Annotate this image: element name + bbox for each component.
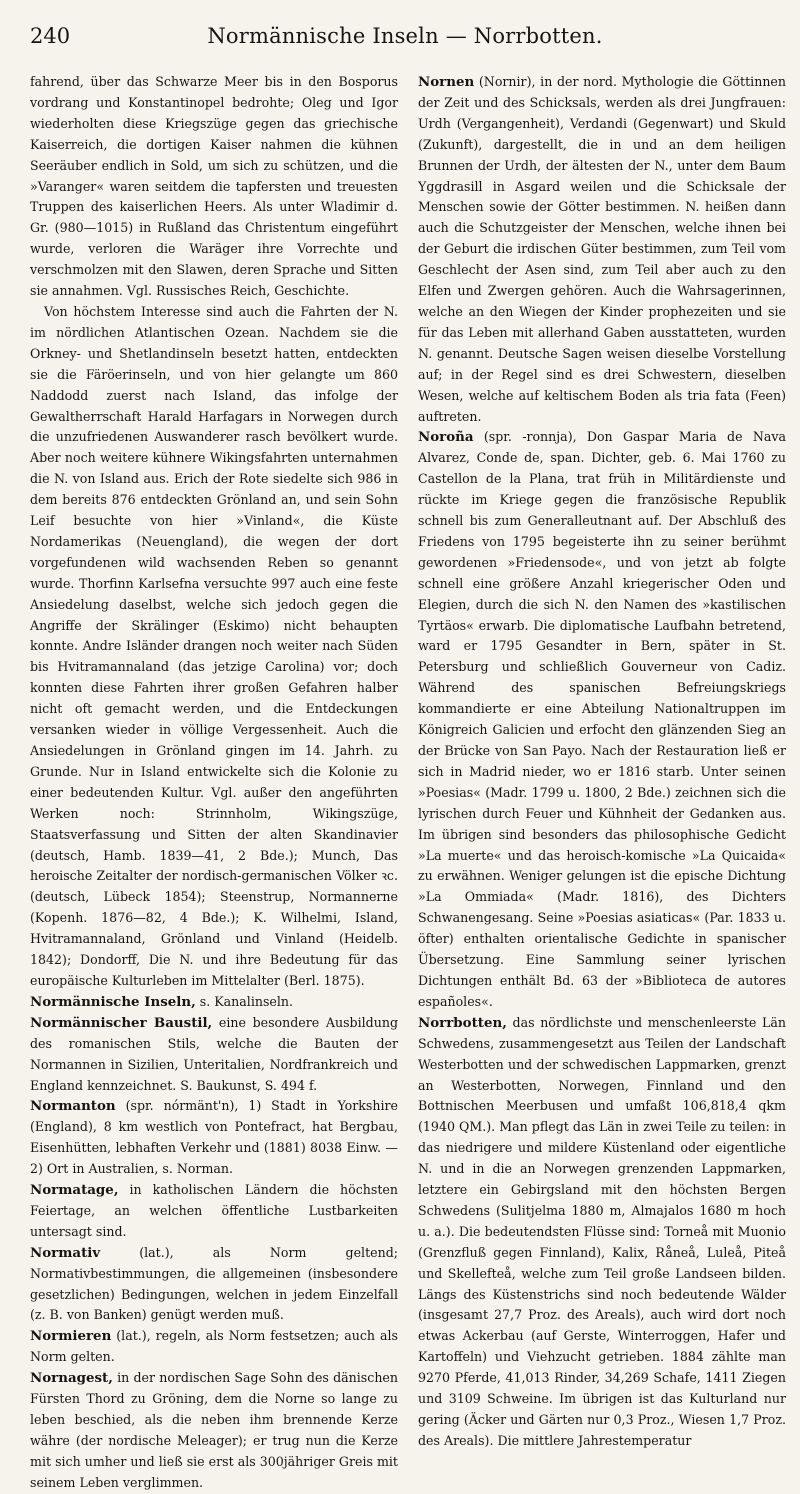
left-column: [30, 72, 398, 1490]
entry-normatage: [30, 1180, 398, 1243]
entry-normieren: [30, 1326, 398, 1368]
headword: Norrbotten,: [418, 1014, 507, 1031]
entry-text: s. Kanalinseln.: [195, 993, 294, 1009]
headword: Normativ: [30, 1244, 101, 1261]
paragraph-atlantic-voyages: Von höchstem Interesse sind auch die Fahrten der N. im nördlichen Atlantischen Ozean. Nachdem sie die Orkney- und Shetlandinseln besetzt hatten, entdeckten sie die Färöerinseln, und von hier gelangte um 860 Naddodd zuerst nach Island, das infolge der Gewaltherrschaft Harald Harfagars in Norwegen durch die unzufriedenen Auswanderer rasch bevölkert wurde. Aber noch weitere kühnere Wikingsfahrten unternahmen die N. von Island aus. Erich der Rote siedelte sich 986 in dem bereits 876 entdeckten Grönland an, und sein Sohn Leif besuchte von hier »Vinland«, die Küste Nordamerikas (Neuengland), die wegen der dort vorgefundenen wild wachsenden Reben so genannt wurde. Thorfinn Karlsefna versuchte 997 auch eine feste Ansiedelung daselbst, welche sich jedoch gegen die Angriffe der Skrälinger (Eskimo) nicht behaupten konnte. Andre Isländer drangen noch weiter nach Süden bis Hvitramannaland (das jetzige Carolina) vor; doch konnten diese Fahrten ihrer großen Gefahren halber nicht oft gemacht werden, und die Entdeckungen versanken wieder in völlige Vergessenheit. Auch die Ansiedelungen in Grönland gingen im 14. Jahrh. zu Grunde. Nur in Island entwickelte sich die Kolonie zu einer bedeutenden Kultur. Vgl. außer den angeführten Werken noch: Strinnholm, Wikingszüge, Staatsverfassung und Sitten der alten Skandinavier (deutsch, Hamb. 1839—41, 2 Bde.); Munch, Das heroische Zeitalter der nordisch-germanischen Völker ꝛc. (deutsch, Lübeck 1854); Steenstrup, Normannerne (Kopenh. 1876—82, 4 Bde.); K. Wilhelmi, Island, Hvitramannaland, Grönland und Vinland (Heidelb. 1842); Dondorff, Die N. und ihre Bedeutung für das europäische Kulturleben im Mittelalter (Berl. 1875).: [30, 303, 398, 988]
entry-text: in katholischen Ländern die höchsten Feiertage, an welchen öffentliche Lustbarkeiten untersagt sind.: [30, 1182, 398, 1239]
entry-text: eine besondere Ausbildung des romanischen Stils, welche die Bauten der Normannen in Sizilien, Unteritalien, Nordfrankreich und England kennzeichnet. S. Baukunst, S. 494 f.: [30, 1014, 398, 1093]
entry-nornen: [418, 72, 786, 427]
headword: Normännischer Baustil,: [30, 1014, 213, 1031]
headword: Nornagest,: [30, 1370, 113, 1387]
entry-normaennische-inseln: [30, 992, 398, 1013]
page-header: [30, 24, 780, 54]
entry-text: (lat.), als Norm geltend; Normativbestimmungen, die allgemeinen (insbesondere gesetzlichen) Bedingungen, welchen in jedem Einzelfall (z. B. von Banken) genügt werden muß.: [30, 1244, 398, 1323]
entry-text: (spr. nórmänt'n), 1) Stadt in Yorkshire (England), 8 km westlich von Pontefract, hat Bergbau, Eisenhütten, lebhaften Verkehr und (1881) 8038 Einw. — 2) Ort in Australien, s. Norman.: [30, 1098, 398, 1177]
headword: Nornen: [418, 74, 475, 90]
headword: Noroña: [418, 429, 474, 446]
entry-text: in der nordischen Sage Sohn des dänischen Fürsten Thord zu Gröning, dem die Norne so lange zu leben beschied, als die neben ihm brennende Kerze währe (der nordische Meleager); er trug nun die Kerze mit sich umher und ließ sie erst als 300jähriger Greis mit seinem Leben verglimmen.: [30, 1370, 398, 1490]
entry-text: (Nornir), in der nord. Mythologie die Göttinnen der Zeit und des Schicksals, werden als drei Jungfrauen: Urdh (Vergangenheit), Verdandi (Gegenwart) und Skuld (Zukunft), dargestellt, die in und an dem heiligen Brunnen der Urdh, der ältesten der N., unter dem Baum Yggdrasill in Asgard weilen und die Schicksale der Menschen sowie der Götter bestimmen. N. heißen dann auch die Schutzgeister der Menschen, welche ihnen bei der Geburt die irdischen Güter bestimmen, zum Teil vom Geschlecht der Asen sind, zum Teil aber auch zu den Elfen und Zwergen gehören. Auch die Wahrsagerinnen, welche an den Wiegen der Kinder prophezeiten und sie für das Leben mit allerhand Gaben ausstatteten, wurden N. genannt. Deutsche Sagen weisen dieselbe Vorstellung auf; in der Regel sind es drei Schwestern, dieselben Wesen, welche auf keltischem Boden als tria fata (Feen) auftreten.: [418, 74, 786, 424]
headword: Normanton: [30, 1098, 116, 1115]
entry-norrbotten: [418, 1013, 786, 1452]
entry-text: (spr. -ronnja), Don Gaspar Maria de Nava Alvarez, Conde de, span. Dichter, geb. 6. Mai 1760 zu Castellon de la Plana, trat früh in Militärdienste und rückte im Kriege gegen die französische Republik schnell bis zum Generalleutnant auf. Der Abschluß des Friedens von 1795 begeisterte ihn zu seiner berühmt gewordenen »Friedensode«, und von jetzt ab folgte schnell eine größere Anzahl kriegerischer Oden und Elegien, durch die sich N. den Namen des »kastilischen Tyrtäos« erwarb. Die diplomatische Laufbahn betretend, ward er 1795 Gesandter in Bern, später in St. Petersburg und schließlich Gouverneur von Cadiz. Während des spanischen Befreiungskriegs kommandierte er eine Abteilung Nationaltruppen im Königreich Galicien und erfocht den glänzenden Sieg an der Brücke von San Payo. Nach der Restauration ließ er sich in Madrid nieder, wo er 1816 starb. Unter seinen »Poesias« (Madr. 1799 u. 1800, 2 Bde.) zeichnen sich die lyrischen durch Feuer und Kühnheit der Gedanken aus. Im übrigen sind besonders das philosophische Gedicht »La muerte« und das heroisch-komische »La Quicaida« zu erwähnen. Weniger gelungen ist die epische Dichtung »La Ommiada« (Madr. 1816), des Dichters Schwanengesang. Seine »Poesias asiaticas« (Par. 1833 u. öfter) enthalten orientalische Gedichte in spanischer Übersetzung. Eine Sammlung seiner lyrischen Dichtungen enthält Bd. 63 der »Biblioteca de autores españoles«.: [418, 429, 786, 1009]
headword: Normatage,: [30, 1182, 119, 1199]
running-head: Normännische Inseln — Norrbotten.: [207, 24, 603, 48]
entry-normanton: [30, 1096, 398, 1180]
entry-normaennischer-baustil: [30, 1013, 398, 1097]
headword: Normännische Inseln,: [30, 993, 196, 1010]
paragraph-varanger: fahrend, über das Schwarze Meer bis in den Bosporus vordrang und Konstantinopel bedrohte; Oleg und Igor wiederholten diese Kriegszüge gegen das griechische Kaiserreich, die dortigen Kaiser nahmen die kühnen Seeräuber endlich in Sold, um sich zu schützen, und die »Varanger« waren seitdem die tapfersten und treuesten Truppen des kaiserlichen Heers. Als unter Wladimir d. Gr. (980—1015) in Rußland das Christentum eingeführt wurde, verloren die Waräger ihre Vorrechte und verschmolzen mit den Slawen, deren Sprache und Sitten sie annahmen. Vgl. Russisches Reich, Geschichte.: [30, 74, 398, 299]
entry-text: (lat.), regeln, als Norm festsetzen; auch als Norm gelten.: [30, 1328, 398, 1365]
right-column: [418, 72, 786, 1448]
entry-nornagest: [30, 1368, 398, 1493]
entry-normativ: [30, 1243, 398, 1327]
page-number: 240: [30, 24, 71, 48]
headword: Normieren: [30, 1328, 112, 1345]
entry-text: das nördlichste und menschenleerste Län Schwedens, zusammengesetzt aus Teilen der Landschaft Westerbotten und der schwedischen Lappmarken, grenzt an Westerbotten, Norwegen, Finnland und den Bottnischen Meerbusen und umfaßt 106,818,4 qkm (1940 QM.). Man pflegt das Län in zwei Teile zu teilen: in das niedrigere und mildere Küstenland oder eigentliche N. und in die an Norwegen grenzenden Lappmarken, letztere ein Gebirgsland mit den höchsten Bergen Schwedens (Sulitjelma 1880 m, Almajalos 1680 m hoch u. a.). Die bedeutendsten Flüsse sind: Torneå mit Muonio (Grenzfluß gegen Finnland), Kalix, Råneå, Luleå, Piteå und Skellefteå, welche zum Teil große Landseen bilden. Längs des Küstenstrichs sind noch bedeutende Wälder (insgesamt 27,7 Proz. des Areals), auch wird dort noch etwas Ackerbau (auf Gerste, Winterroggen, Hafer und Kartoffeln) und Viehzucht getrieben. 1884 zählte man 9270 Pferde, 41,013 Rinder, 34,269 Schafe, 1411 Ziegen und 3109 Schweine. Im übrigen ist das Kulturland nur gering (Äcker und Gärten nur 0,3 Proz., Wiesen 1,7 Proz. des Areals). Die mittlere Jahrestemperatur: [418, 1014, 786, 1448]
entry-norona: [418, 427, 786, 1012]
